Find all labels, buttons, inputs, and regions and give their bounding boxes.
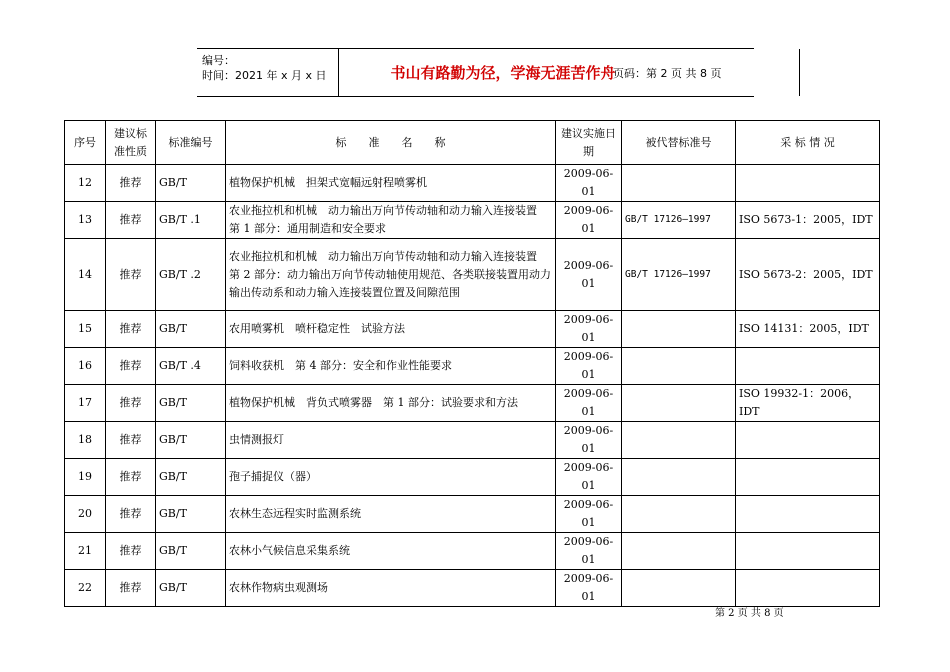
row-adopt bbox=[736, 533, 880, 570]
row-name: 农林小气候信息采集系统 bbox=[226, 533, 556, 570]
page-footer: 第 2 页 共 8 页 bbox=[715, 608, 784, 619]
row-code: GB/T bbox=[156, 422, 226, 459]
table-row bbox=[65, 570, 880, 607]
row-no: 20 bbox=[65, 496, 106, 533]
col-header-no: 序号 bbox=[65, 121, 106, 165]
row-no: 13 bbox=[65, 202, 106, 239]
table-row bbox=[65, 496, 880, 533]
row-code: GB/T bbox=[156, 533, 226, 570]
row-nature: 推荐 bbox=[106, 385, 156, 422]
col-header-name: 标 准 名 称 bbox=[226, 121, 556, 165]
row-adopt bbox=[736, 496, 880, 533]
row-name: 饲料收获机 第 4 部分：安全和作业性能要求 bbox=[226, 348, 556, 385]
page-header bbox=[197, 48, 754, 97]
row-code: GB/T bbox=[156, 570, 226, 607]
page-indicator: 页码：第 2 页 共 8 页 bbox=[613, 66, 722, 80]
row-date: 2009-06-01 bbox=[556, 165, 622, 202]
row-nature: 推荐 bbox=[106, 311, 156, 348]
row-no: 17 bbox=[65, 385, 106, 422]
col-header-adopt: 采 标 情 况 bbox=[736, 121, 880, 165]
row-adopt bbox=[736, 422, 880, 459]
row-replaced bbox=[622, 459, 736, 496]
row-nature: 推荐 bbox=[106, 459, 156, 496]
col-header-nature: 建议标准性质 bbox=[106, 121, 156, 165]
row-name: 农林作物病虫观测场 bbox=[226, 570, 556, 607]
table-header-row bbox=[65, 121, 880, 165]
row-name: 农林生态远程实时监测系统 bbox=[226, 496, 556, 533]
table-row bbox=[65, 533, 880, 570]
standards-table bbox=[64, 120, 880, 607]
row-nature: 推荐 bbox=[106, 422, 156, 459]
row-nature: 推荐 bbox=[106, 496, 156, 533]
row-code: GB/T .1 bbox=[156, 202, 226, 239]
row-name: 孢子捕捉仪（器） bbox=[226, 459, 556, 496]
row-no: 16 bbox=[65, 348, 106, 385]
row-date: 2009-06-01 bbox=[556, 459, 622, 496]
table-row bbox=[65, 239, 880, 311]
row-nature: 推荐 bbox=[106, 570, 156, 607]
row-date: 2009-06-01 bbox=[556, 348, 622, 385]
table-row bbox=[65, 422, 880, 459]
row-no: 19 bbox=[65, 459, 106, 496]
row-name: 农用喷雾机 喷杆稳定性 试验方法 bbox=[226, 311, 556, 348]
row-adopt: ISO 19932-1：2006，IDT bbox=[736, 385, 880, 422]
row-adopt bbox=[736, 459, 880, 496]
row-replaced: GB/T 17126—1997 bbox=[622, 202, 736, 239]
row-no: 18 bbox=[65, 422, 106, 459]
row-date: 2009-06-01 bbox=[556, 311, 622, 348]
row-code: GB/T .4 bbox=[156, 348, 226, 385]
row-nature: 推荐 bbox=[106, 533, 156, 570]
row-name: 农业拖拉机和机械 动力输出万向节传动轴和动力输入连接装置 第 2 部分：动力输出万向节传动轴使用规范、各类联接装置用动力输出传动系和动力输入连接装置位置及间隙范围 bbox=[226, 239, 556, 311]
row-name: 虫情测报灯 bbox=[226, 422, 556, 459]
row-date: 2009-06-01 bbox=[556, 496, 622, 533]
row-code: GB/T .2 bbox=[156, 239, 226, 311]
row-adopt bbox=[736, 348, 880, 385]
col-header-date: 建议实施日 期 bbox=[556, 121, 622, 165]
row-adopt: ISO 14131：2005，IDT bbox=[736, 311, 880, 348]
row-code: GB/T bbox=[156, 385, 226, 422]
row-date: 2009-06-01 bbox=[556, 385, 622, 422]
row-replaced bbox=[622, 570, 736, 607]
row-no: 15 bbox=[65, 311, 106, 348]
row-replaced bbox=[622, 496, 736, 533]
table-row bbox=[65, 202, 880, 239]
table-row bbox=[65, 165, 880, 202]
row-replaced: GB/T 17126—1997 bbox=[622, 239, 736, 311]
number-label: 编号： bbox=[202, 54, 235, 67]
row-no: 12 bbox=[65, 165, 106, 202]
row-date: 2009-06-01 bbox=[556, 533, 622, 570]
table-body bbox=[65, 165, 880, 607]
row-adopt bbox=[736, 165, 880, 202]
row-adopt: ISO 5673-1：2005，IDT bbox=[736, 202, 880, 239]
row-name: 农业拖拉机和机械 动力输出万向节传动轴和动力输入连接装置 第 1 部分：通用制造和安全要求 bbox=[226, 202, 556, 239]
row-adopt: ISO 5673-2：2005，IDT bbox=[736, 239, 880, 311]
header-meta bbox=[197, 49, 338, 96]
row-date: 2009-06-01 bbox=[556, 239, 622, 311]
row-no: 21 bbox=[65, 533, 106, 570]
motto: 书山有路勤为径，学海无涯苦作舟 bbox=[390, 64, 616, 82]
row-nature: 推荐 bbox=[106, 165, 156, 202]
row-replaced bbox=[622, 348, 736, 385]
row-date: 2009-06-01 bbox=[556, 202, 622, 239]
row-nature: 推荐 bbox=[106, 239, 156, 311]
row-replaced bbox=[622, 533, 736, 570]
row-nature: 推荐 bbox=[106, 348, 156, 385]
col-header-replaced: 被代替标准号 bbox=[622, 121, 736, 165]
row-nature: 推荐 bbox=[106, 202, 156, 239]
row-replaced bbox=[622, 165, 736, 202]
row-code: GB/T bbox=[156, 496, 226, 533]
time-label: 时间：2021 年 x 月 x 日 bbox=[202, 69, 327, 82]
row-date: 2009-06-01 bbox=[556, 422, 622, 459]
table-row bbox=[65, 459, 880, 496]
row-name: 植物保护机械 担架式宽幅远射程喷雾机 bbox=[226, 165, 556, 202]
row-replaced bbox=[622, 311, 736, 348]
row-adopt bbox=[736, 570, 880, 607]
row-no: 14 bbox=[65, 239, 106, 311]
row-replaced bbox=[622, 385, 736, 422]
row-name: 植物保护机械 背负式喷雾器 第 1 部分：试验要求和方法 bbox=[226, 385, 556, 422]
table-row bbox=[65, 348, 880, 385]
row-code: GB/T bbox=[156, 165, 226, 202]
row-code: GB/T bbox=[156, 459, 226, 496]
table-row bbox=[65, 385, 880, 422]
col-header-code: 标准编号 bbox=[156, 121, 226, 165]
row-no: 22 bbox=[65, 570, 106, 607]
row-code: GB/T bbox=[156, 311, 226, 348]
table-row bbox=[65, 311, 880, 348]
row-date: 2009-06-01 bbox=[556, 570, 622, 607]
row-replaced bbox=[622, 422, 736, 459]
